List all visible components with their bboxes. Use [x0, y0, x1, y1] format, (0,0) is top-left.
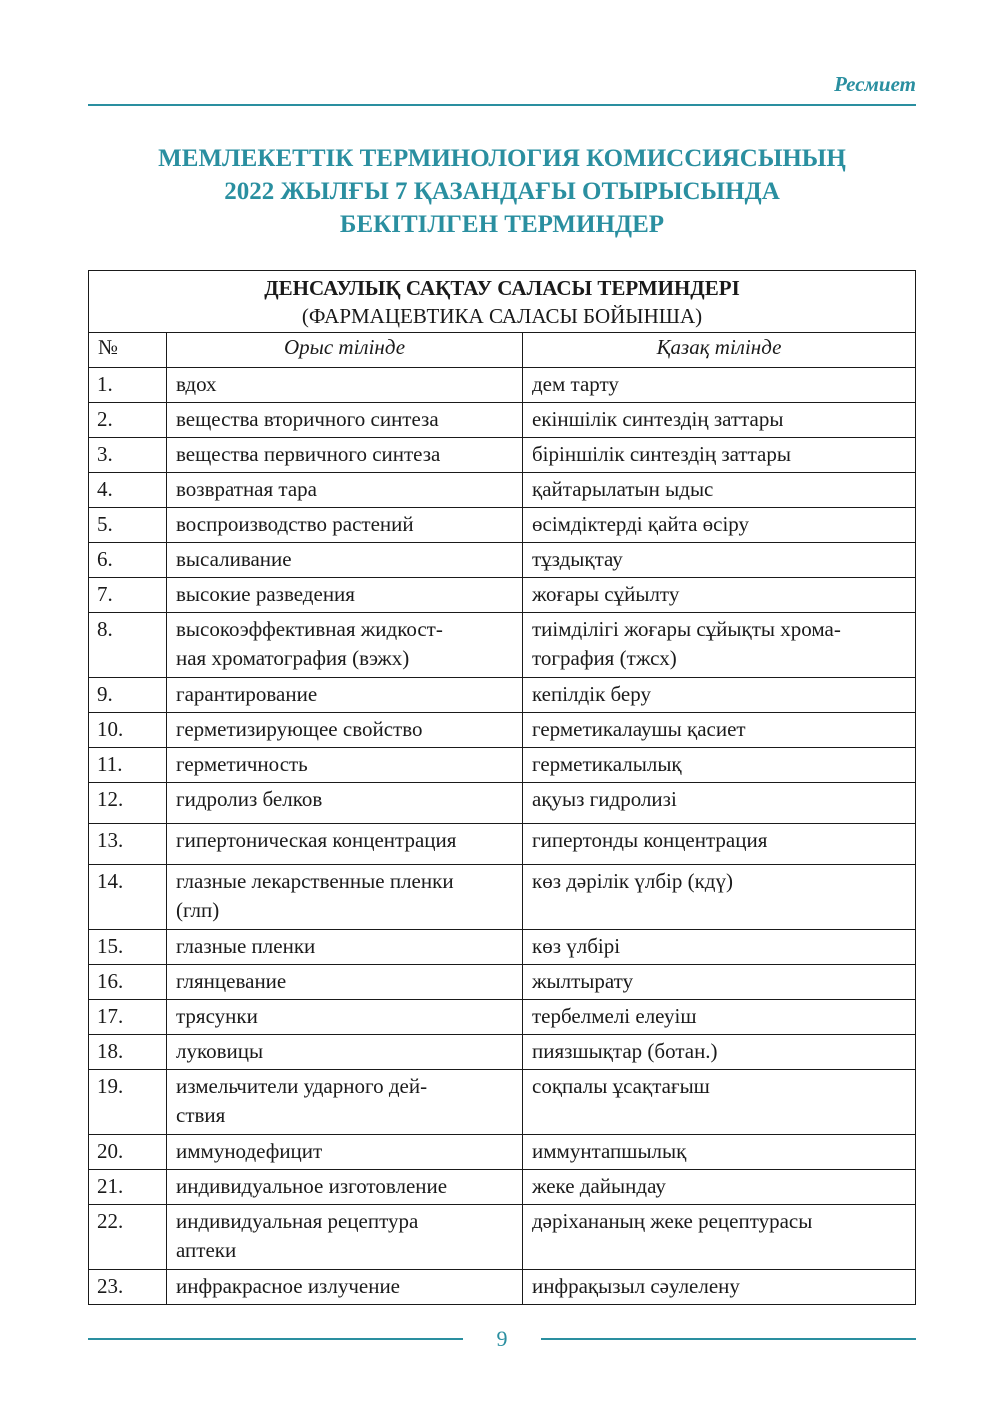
term-kazakh: қайтарылатын ыдыс [523, 473, 916, 508]
term-kazakh: герметикалылық [523, 748, 916, 783]
table-body [89, 368, 916, 1305]
term-kazakh: дем тарту [523, 368, 916, 403]
term-russian: гипертоническая концентрация [167, 824, 523, 865]
table-row [89, 678, 916, 713]
term-russian: глазные лекарственные пленки (глп) [167, 865, 523, 930]
table-row [89, 508, 916, 543]
term-kazakh: гипертонды концентрация [523, 824, 916, 865]
term-russian: луковицы [167, 1035, 523, 1070]
row-number: 1. [89, 368, 167, 403]
column-header-number: № [89, 333, 167, 368]
table-row [89, 613, 916, 678]
table-row [89, 578, 916, 613]
row-number: 13. [89, 824, 167, 865]
table-row [89, 1170, 916, 1205]
row-number: 6. [89, 543, 167, 578]
row-number: 7. [89, 578, 167, 613]
table-row [89, 824, 916, 865]
row-number: 18. [89, 1035, 167, 1070]
table-row [89, 865, 916, 930]
table-row [89, 713, 916, 748]
term-kazakh: жоғары сұйылту [523, 578, 916, 613]
row-number: 5. [89, 508, 167, 543]
table-caption-main: ДЕНСАУЛЫҚ САҚТАУ САЛАСЫ ТЕРМИНДЕРІ [264, 276, 740, 300]
term-kazakh: жеке дайындау [523, 1170, 916, 1205]
term-russian: инфракрасное излучение [167, 1270, 523, 1305]
row-number: 12. [89, 783, 167, 824]
term-russian: возвратная тара [167, 473, 523, 508]
term-russian: высокоэффективная жидкост- ная хроматография (вэжх) [167, 613, 523, 678]
term-russian: вещества первичного синтеза [167, 438, 523, 473]
term-russian: высаливание [167, 543, 523, 578]
term-russian: гидролиз белков [167, 783, 523, 824]
term-russian: герметизирующее свойство [167, 713, 523, 748]
row-number: 3. [89, 438, 167, 473]
term-kazakh: жылтырату [523, 965, 916, 1000]
row-number: 20. [89, 1135, 167, 1170]
row-number: 2. [89, 403, 167, 438]
term-kazakh: өсімдіктерді қайта өсіру [523, 508, 916, 543]
term-kazakh: көз дәрілік үлбір (кдү) [523, 865, 916, 930]
row-number: 23. [89, 1270, 167, 1305]
title-line-1: МЕМЛЕКЕТТІК ТЕРМИНОЛОГИЯ КОМИССИЯСЫНЫҢ [158, 145, 846, 172]
page-footer [88, 1326, 916, 1356]
term-kazakh: герметикалаушы қасиет [523, 713, 916, 748]
term-kazakh: иммунтапшылық [523, 1135, 916, 1170]
term-kazakh: тиімділігі жоғары сұйықты хрома- тография (тжсх) [523, 613, 916, 678]
term-kazakh: пиязшықтар (ботан.) [523, 1035, 916, 1070]
table-row [89, 1135, 916, 1170]
row-number: 11. [89, 748, 167, 783]
table-row [89, 930, 916, 965]
term-kazakh: соқпалы ұсақтағыш [523, 1070, 916, 1135]
header-divider [88, 104, 916, 106]
table-row [89, 1270, 916, 1305]
term-kazakh: инфрақызыл сәулелену [523, 1270, 916, 1305]
table-row [89, 965, 916, 1000]
term-russian: воспроизводство растений [167, 508, 523, 543]
term-russian: индивидуальное изготовление [167, 1170, 523, 1205]
row-number: 16. [89, 965, 167, 1000]
term-russian: гарантирование [167, 678, 523, 713]
term-kazakh: екіншілік синтездің заттары [523, 403, 916, 438]
term-kazakh: дәріхананың жеке рецептурасы [523, 1205, 916, 1270]
row-number: 14. [89, 865, 167, 930]
row-number: 4. [89, 473, 167, 508]
term-russian: вещества вторичного синтеза [167, 403, 523, 438]
row-number: 10. [89, 713, 167, 748]
term-russian: трясунки [167, 1000, 523, 1035]
term-russian: глазные пленки [167, 930, 523, 965]
table-row [89, 1205, 916, 1270]
term-kazakh: ақуыз гидролизі [523, 783, 916, 824]
section-label: Ресмиет [834, 72, 916, 96]
table-caption [89, 271, 916, 333]
term-kazakh: тербелмелі елеуіш [523, 1000, 916, 1035]
row-number: 22. [89, 1205, 167, 1270]
table-row [89, 403, 916, 438]
table-row [89, 1035, 916, 1070]
column-header-kazakh: Қазақ тілінде [523, 333, 916, 368]
table-caption-sub: (ФАРМАЦЕВТИКА САЛАСЫ БОЙЫНША) [301, 304, 703, 328]
column-header-russian: Орыс тілінде [167, 333, 523, 368]
row-number: 19. [89, 1070, 167, 1135]
term-russian: индивидуальная рецептура аптеки [167, 1205, 523, 1270]
table-row [89, 1000, 916, 1035]
row-number: 17. [89, 1000, 167, 1035]
row-number: 9. [89, 678, 167, 713]
term-russian: вдох [167, 368, 523, 403]
row-number: 15. [89, 930, 167, 965]
table-row [89, 368, 916, 403]
term-kazakh: тұздықтау [523, 543, 916, 578]
term-kazakh: кепілдік беру [523, 678, 916, 713]
table-row [89, 783, 916, 824]
page-number: 9 [496, 1326, 508, 1351]
title-line-3: БЕКІТІЛГЕН ТЕРМИНДЕР [339, 211, 665, 238]
term-russian: иммунодефицит [167, 1135, 523, 1170]
term-kazakh: біріншілік синтездің заттары [523, 438, 916, 473]
table-row [89, 543, 916, 578]
term-russian: высокие разведения [167, 578, 523, 613]
term-russian: герметичность [167, 748, 523, 783]
footer-divider-right [541, 1338, 916, 1340]
terms-table [88, 270, 916, 1305]
term-russian: измельчители ударного дей- ствия [167, 1070, 523, 1135]
table-row [89, 438, 916, 473]
table-row [89, 1070, 916, 1135]
term-kazakh: көз үлбірі [523, 930, 916, 965]
title-line-2: 2022 ЖЫЛҒЫ 7 ҚАЗАНДАҒЫ ОТЫРЫСЫНДА [224, 178, 780, 205]
page-title [88, 142, 916, 241]
row-number: 8. [89, 613, 167, 678]
row-number: 21. [89, 1170, 167, 1205]
term-russian: глянцевание [167, 965, 523, 1000]
table-row [89, 748, 916, 783]
table-row [89, 473, 916, 508]
